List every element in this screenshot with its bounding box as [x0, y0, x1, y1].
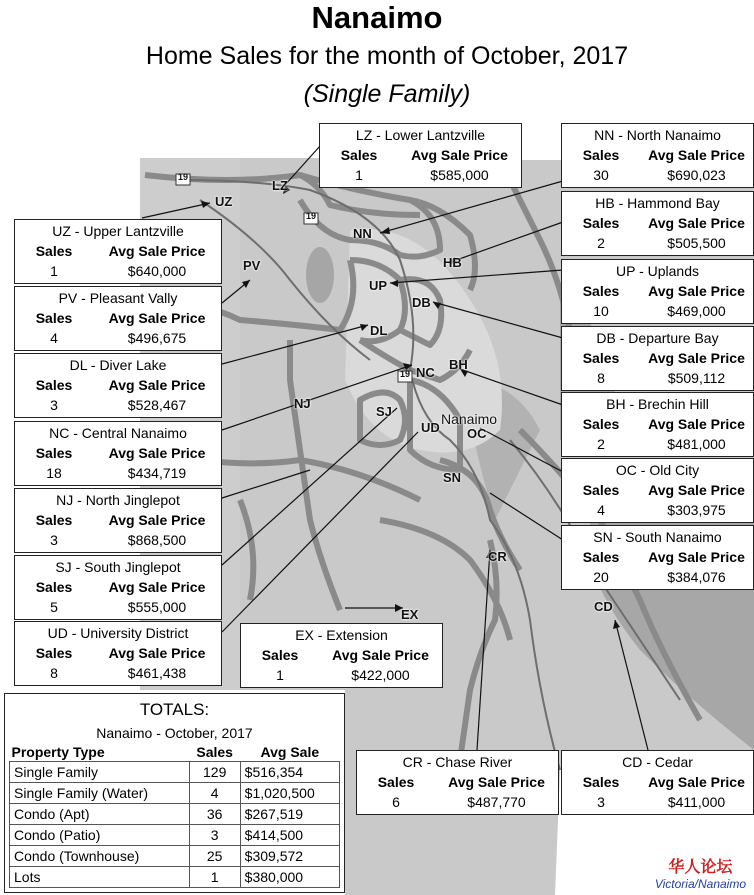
avg-price-header: Avg Sale Price [332, 647, 429, 663]
district-name: EX - Extension [295, 627, 388, 643]
map-label-hb: HB [443, 255, 462, 270]
avg-sale-cell: $516,354 [240, 762, 339, 783]
district-box-cd [561, 750, 754, 815]
sales-header: Sales [35, 579, 73, 595]
district-name: UD - University District [47, 625, 189, 641]
avg-price-value: $411,000 [667, 794, 726, 810]
highway-19-label: 19 [400, 369, 411, 379]
avg-price-value: $509,112 [667, 370, 726, 386]
sales-value: 4 [50, 330, 58, 346]
district-box-nj [14, 488, 222, 553]
district-box-nc [14, 421, 222, 486]
district-box-oc [561, 458, 754, 523]
district-box-up [561, 259, 754, 324]
district-name: BH - Brechin Hill [606, 396, 709, 412]
table-row [10, 867, 340, 888]
sales-header: Sales [261, 647, 299, 663]
map-label-cr: CR [488, 549, 507, 564]
district-name: NJ - North Jinglepot [56, 492, 180, 508]
sales-value: 4 [597, 502, 605, 518]
property-type-cell: Condo (Patio) [10, 825, 190, 846]
avg-price-value: $461,438 [127, 665, 187, 681]
property-type-cell: Lots [10, 867, 190, 888]
map-label-lz: LZ [272, 178, 288, 193]
district-name: PV - Pleasant Vally [58, 290, 178, 306]
table-row [10, 804, 340, 825]
avg-price-header: Avg Sale Price [411, 147, 508, 163]
table-row [10, 762, 340, 783]
sales-header: Sales [582, 350, 620, 366]
avg-price-header: Avg Sale Price [108, 645, 206, 661]
sales-cell: 3 [189, 825, 240, 846]
map-label-nn: NN [353, 226, 372, 241]
avg-sale-cell: $1,020,500 [240, 783, 339, 804]
totals-title: TOTALS: [139, 700, 210, 719]
sales-value: 3 [50, 532, 58, 548]
district-name: SJ - South Jinglepot [55, 559, 181, 575]
avg-price-value: $384,076 [667, 569, 726, 585]
sales-header: Sales [35, 377, 73, 393]
avg-price-header: Avg Sale Price [648, 549, 745, 565]
district-box-sj [14, 555, 222, 620]
district-box-hb [561, 191, 754, 256]
map-label-ud: UD [421, 420, 440, 435]
sales-value: 3 [597, 794, 605, 810]
district-box-nn [561, 123, 754, 188]
district-box-sn [561, 525, 754, 590]
avg-sale-cell: $267,519 [240, 804, 339, 825]
avg-price-value: $434,719 [127, 465, 187, 481]
table-row [10, 825, 340, 846]
avg-price-value: $422,000 [351, 667, 410, 683]
sales-value: 6 [392, 794, 400, 810]
map-label-sj: SJ [376, 404, 392, 419]
district-box-db [561, 326, 754, 391]
sales-value: 1 [50, 263, 58, 279]
sales-header: Sales [582, 147, 620, 163]
map-label-uz: UZ [215, 194, 233, 209]
sales-header: Sales [582, 283, 620, 299]
avg-price-value: $469,000 [667, 303, 726, 319]
property-type-cell: Condo (Apt) [10, 804, 190, 825]
sales-value: 20 [593, 569, 609, 585]
district-name: DL - Diver Lake [69, 357, 167, 373]
sales-cell: 1 [189, 867, 240, 888]
watermark-logo [655, 854, 746, 891]
sales-header: Sales [340, 147, 378, 163]
map-label-nj: NJ [294, 396, 311, 411]
avg-price-header: Avg Sale Price [648, 482, 745, 498]
page-subtitle-category: (Single Family) [303, 80, 471, 108]
sales-header: Sales [196, 744, 233, 760]
avg-price-value: $868,500 [127, 532, 187, 548]
district-name: HB - Hammond Bay [595, 195, 720, 211]
sales-header: Sales [377, 774, 415, 790]
sales-cell: 4 [189, 783, 240, 804]
district-box-cr [356, 750, 559, 815]
map-label-cd: CD [594, 599, 613, 614]
avg-price-value: $528,467 [127, 397, 187, 413]
sales-header: Sales [35, 243, 73, 259]
district-box-dl [14, 353, 222, 418]
map-label-up: UP [369, 278, 388, 293]
sales-header: Sales [582, 416, 620, 432]
avg-price-value: $487,770 [467, 794, 526, 810]
totals-panel [4, 693, 345, 893]
map-label-pv: PV [243, 258, 261, 273]
watermark-line1: 华人论坛 [668, 859, 733, 876]
district-name: SN - South Nanaimo [593, 529, 722, 545]
avg-price-value: $585,000 [430, 167, 489, 183]
table-row [10, 783, 340, 804]
sales-value: 5 [50, 599, 58, 615]
sales-value: 18 [46, 465, 62, 481]
avg-price-header: Avg Sale Price [108, 579, 206, 595]
avg-sale-cell: $380,000 [240, 867, 339, 888]
avg-sale-cell: $414,500 [240, 825, 339, 846]
district-name: UZ - Upper Lantzville [52, 223, 184, 239]
district-name: UP - Uplands [615, 263, 699, 279]
sales-value: 1 [276, 667, 284, 683]
district-name: DB - Departure Bay [596, 330, 719, 346]
sales-cell: 25 [189, 846, 240, 867]
district-box-lz [319, 123, 522, 188]
avg-price-value: $303,975 [667, 502, 726, 518]
avg-price-value: $555,000 [127, 599, 187, 615]
map-label-nc: NC [416, 365, 435, 380]
highway-19-label: 19 [178, 172, 189, 182]
property-type-cell: Single Family [10, 762, 190, 783]
district-name: LZ - Lower Lantzville [355, 127, 486, 143]
avg-price-value: $496,675 [127, 330, 187, 346]
avg-sale-cell: $309,572 [240, 846, 339, 867]
district-box-ud [14, 621, 222, 686]
avg-price-value: $505,500 [667, 235, 726, 251]
sales-value: 2 [597, 436, 605, 452]
district-name: CD - Cedar [622, 754, 693, 770]
sales-value: 10 [593, 303, 609, 319]
sales-header: Sales [582, 549, 620, 565]
avg-price-header: Avg Sale Price [648, 147, 745, 163]
sales-header: Sales [582, 215, 620, 231]
avg-price-header: Avg Sale Price [108, 377, 206, 393]
district-box-bh [561, 392, 754, 457]
totals-subtitle: Nanaimo - October, 2017 [96, 725, 253, 741]
district-name: OC - Old City [615, 462, 700, 478]
avg-sale-header: Avg Sale [260, 744, 320, 760]
sales-header: Sales [582, 482, 620, 498]
sales-value: 3 [50, 397, 58, 413]
property-type-cell: Single Family (Water) [10, 783, 190, 804]
map-label-dl: DL [370, 323, 388, 338]
avg-price-value: $690,023 [667, 167, 726, 183]
page-title: Nanaimo [311, 0, 443, 35]
district-name: NC - Central Nanaimo [49, 425, 187, 441]
avg-price-value: $640,000 [127, 263, 187, 279]
sales-header: Sales [582, 774, 620, 790]
sales-cell: 129 [189, 762, 240, 783]
sales-header: Sales [35, 645, 73, 661]
highway-19-label: 19 [306, 211, 317, 221]
district-box-ex [240, 623, 443, 688]
district-name: CR - Chase River [402, 754, 513, 770]
sales-value: 8 [597, 370, 605, 386]
district-name: NN - North Nanaimo [594, 127, 721, 143]
sales-header: Sales [35, 512, 73, 528]
table-row [10, 846, 340, 867]
sales-cell: 36 [189, 804, 240, 825]
district-box-uz [14, 219, 222, 284]
totals-table [9, 743, 340, 888]
map-label-db: DB [412, 295, 431, 310]
sales-value: 2 [597, 235, 605, 251]
avg-price-header: Avg Sale Price [108, 445, 206, 461]
avg-price-header: Avg Sale Price [648, 215, 745, 231]
watermark-line2: Victoria/Nanaimo [654, 877, 746, 891]
page-subtitle: Home Sales for the month of October, 2017 [145, 42, 629, 70]
avg-price-header: Avg Sale Price [108, 512, 206, 528]
sales-value: 30 [593, 167, 609, 183]
avg-price-header: Avg Sale Price [108, 310, 206, 326]
property-type-cell: Condo (Townhouse) [10, 846, 190, 867]
sales-value: 1 [355, 167, 363, 183]
avg-price-header: Avg Sale Price [448, 774, 545, 790]
map-label-sn: SN [443, 470, 462, 485]
avg-price-header: Avg Sale Price [108, 243, 206, 259]
avg-price-header: Avg Sale Price [648, 416, 745, 432]
avg-price-header: Avg Sale Price [648, 774, 745, 790]
sales-header: Sales [35, 310, 73, 326]
map-label-oc: OC [467, 426, 487, 441]
map-label-ex: EX [401, 607, 419, 622]
sales-value: 8 [50, 665, 58, 681]
district-box-pv [14, 286, 222, 351]
map-label-bh: BH [449, 357, 468, 372]
lake-area [306, 247, 334, 303]
avg-price-header: Avg Sale Price [648, 350, 745, 366]
avg-price-header: Avg Sale Price [648, 283, 745, 299]
sales-header: Sales [35, 445, 73, 461]
property-type-header: Property Type [11, 744, 105, 760]
avg-price-value: $481,000 [667, 436, 726, 452]
map-label-nanaimo: Nanaimo [441, 411, 498, 427]
